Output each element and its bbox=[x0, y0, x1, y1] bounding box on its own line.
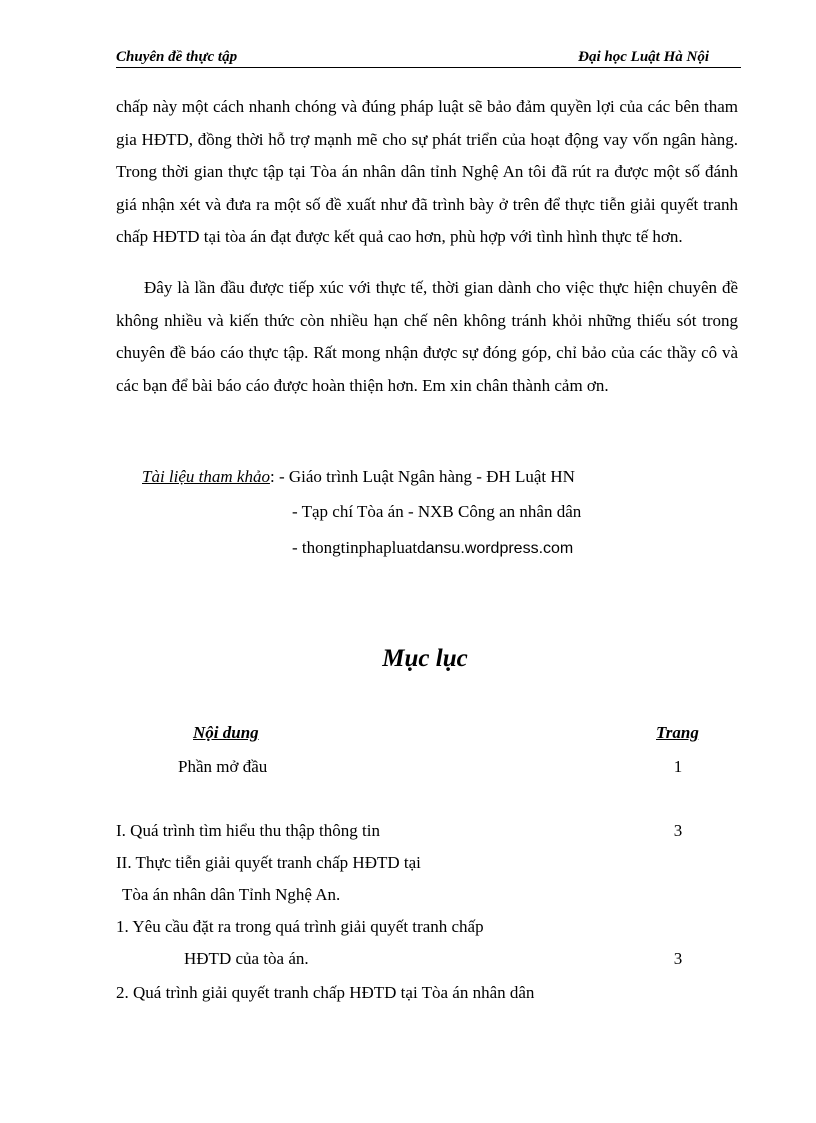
toc-col-content: Nội dung bbox=[193, 723, 259, 742]
toc-col-page: Trang bbox=[656, 723, 699, 742]
reference-item: - thongtinphapluatd bbox=[292, 538, 426, 557]
toc-entry: Tòa án nhân dân Tỉnh Nghệ An. bbox=[122, 885, 341, 904]
toc-entry: II. Thực tiễn giải quyết tranh chấp HĐTD tại bbox=[116, 853, 421, 872]
reference-item: - Tạp chí Tòa án - NXB Công an nhân dân bbox=[292, 502, 582, 521]
paragraph-thanks: Đây là lần đầu được tiếp xúc với thực tế, thời gian dành cho việc thực hiện chuyên đề không nhiều và kiến thức còn nhiều hạn chế nên không tránh khỏi những thiếu sót trong chuyên đề báo cáo thực tập. Rất mong nhận được sự đóng góp, chỉ bảo của các thầy cô và các bạn để bài báo cáo được hoàn thiện hơn. Em xin chân thành cảm ơn. bbox=[116, 278, 738, 395]
reference-web-suffix: ansu.wordpress.com bbox=[425, 540, 574, 557]
toc-entry-page: 3 bbox=[673, 949, 683, 968]
reference-item: - Giáo trình Luật Ngân hàng - ĐH Luật HN bbox=[278, 467, 575, 486]
toc-entry: 2. Quá trình giải quyết tranh chấp HĐTD tại Tòa án nhân dân bbox=[116, 983, 535, 1002]
references-label: Tài liệu tham khảo bbox=[142, 467, 270, 486]
toc-entry: I. Quá trình tìm hiểu thu thập thông tin bbox=[116, 821, 380, 840]
paragraph-conclusion: chấp này một cách nhanh chóng và đúng pháp luật sẽ bảo đảm quyền lợi của các bên tham gia HĐTD, đồng thời hỗ trợ mạnh mẽ cho sự phát triển của hoạt động vay vốn ngân hàng. Trong thời gian thực tập tại Tòa án nhân dân tỉnh Nghệ An tôi đã rút ra được một số đánh giá nhận xét và đưa ra một số đề xuất như đã trình bày ở trên để thực tiễn giải quyết tranh chấp HĐTD tại tòa án đạt được kết quả cao hơn, phù hợp với tình hình thực tế hơn. bbox=[116, 97, 738, 246]
toc-title: Mục lục bbox=[382, 645, 468, 672]
header-left: Chuyên đề thực tập bbox=[116, 49, 238, 65]
header-right: Đại học Luật Hà Nội bbox=[578, 49, 709, 65]
toc-entry: 1. Yêu cầu đặt ra trong quá trình giải quyết tranh chấp bbox=[116, 917, 484, 936]
page-header bbox=[116, 47, 741, 68]
toc-entry: HĐTD của tòa án. bbox=[184, 949, 309, 968]
toc-entry-page: 3 bbox=[673, 821, 683, 840]
toc-entry: Phần mở đầu bbox=[178, 757, 268, 776]
toc-entry-page: 1 bbox=[673, 757, 683, 776]
